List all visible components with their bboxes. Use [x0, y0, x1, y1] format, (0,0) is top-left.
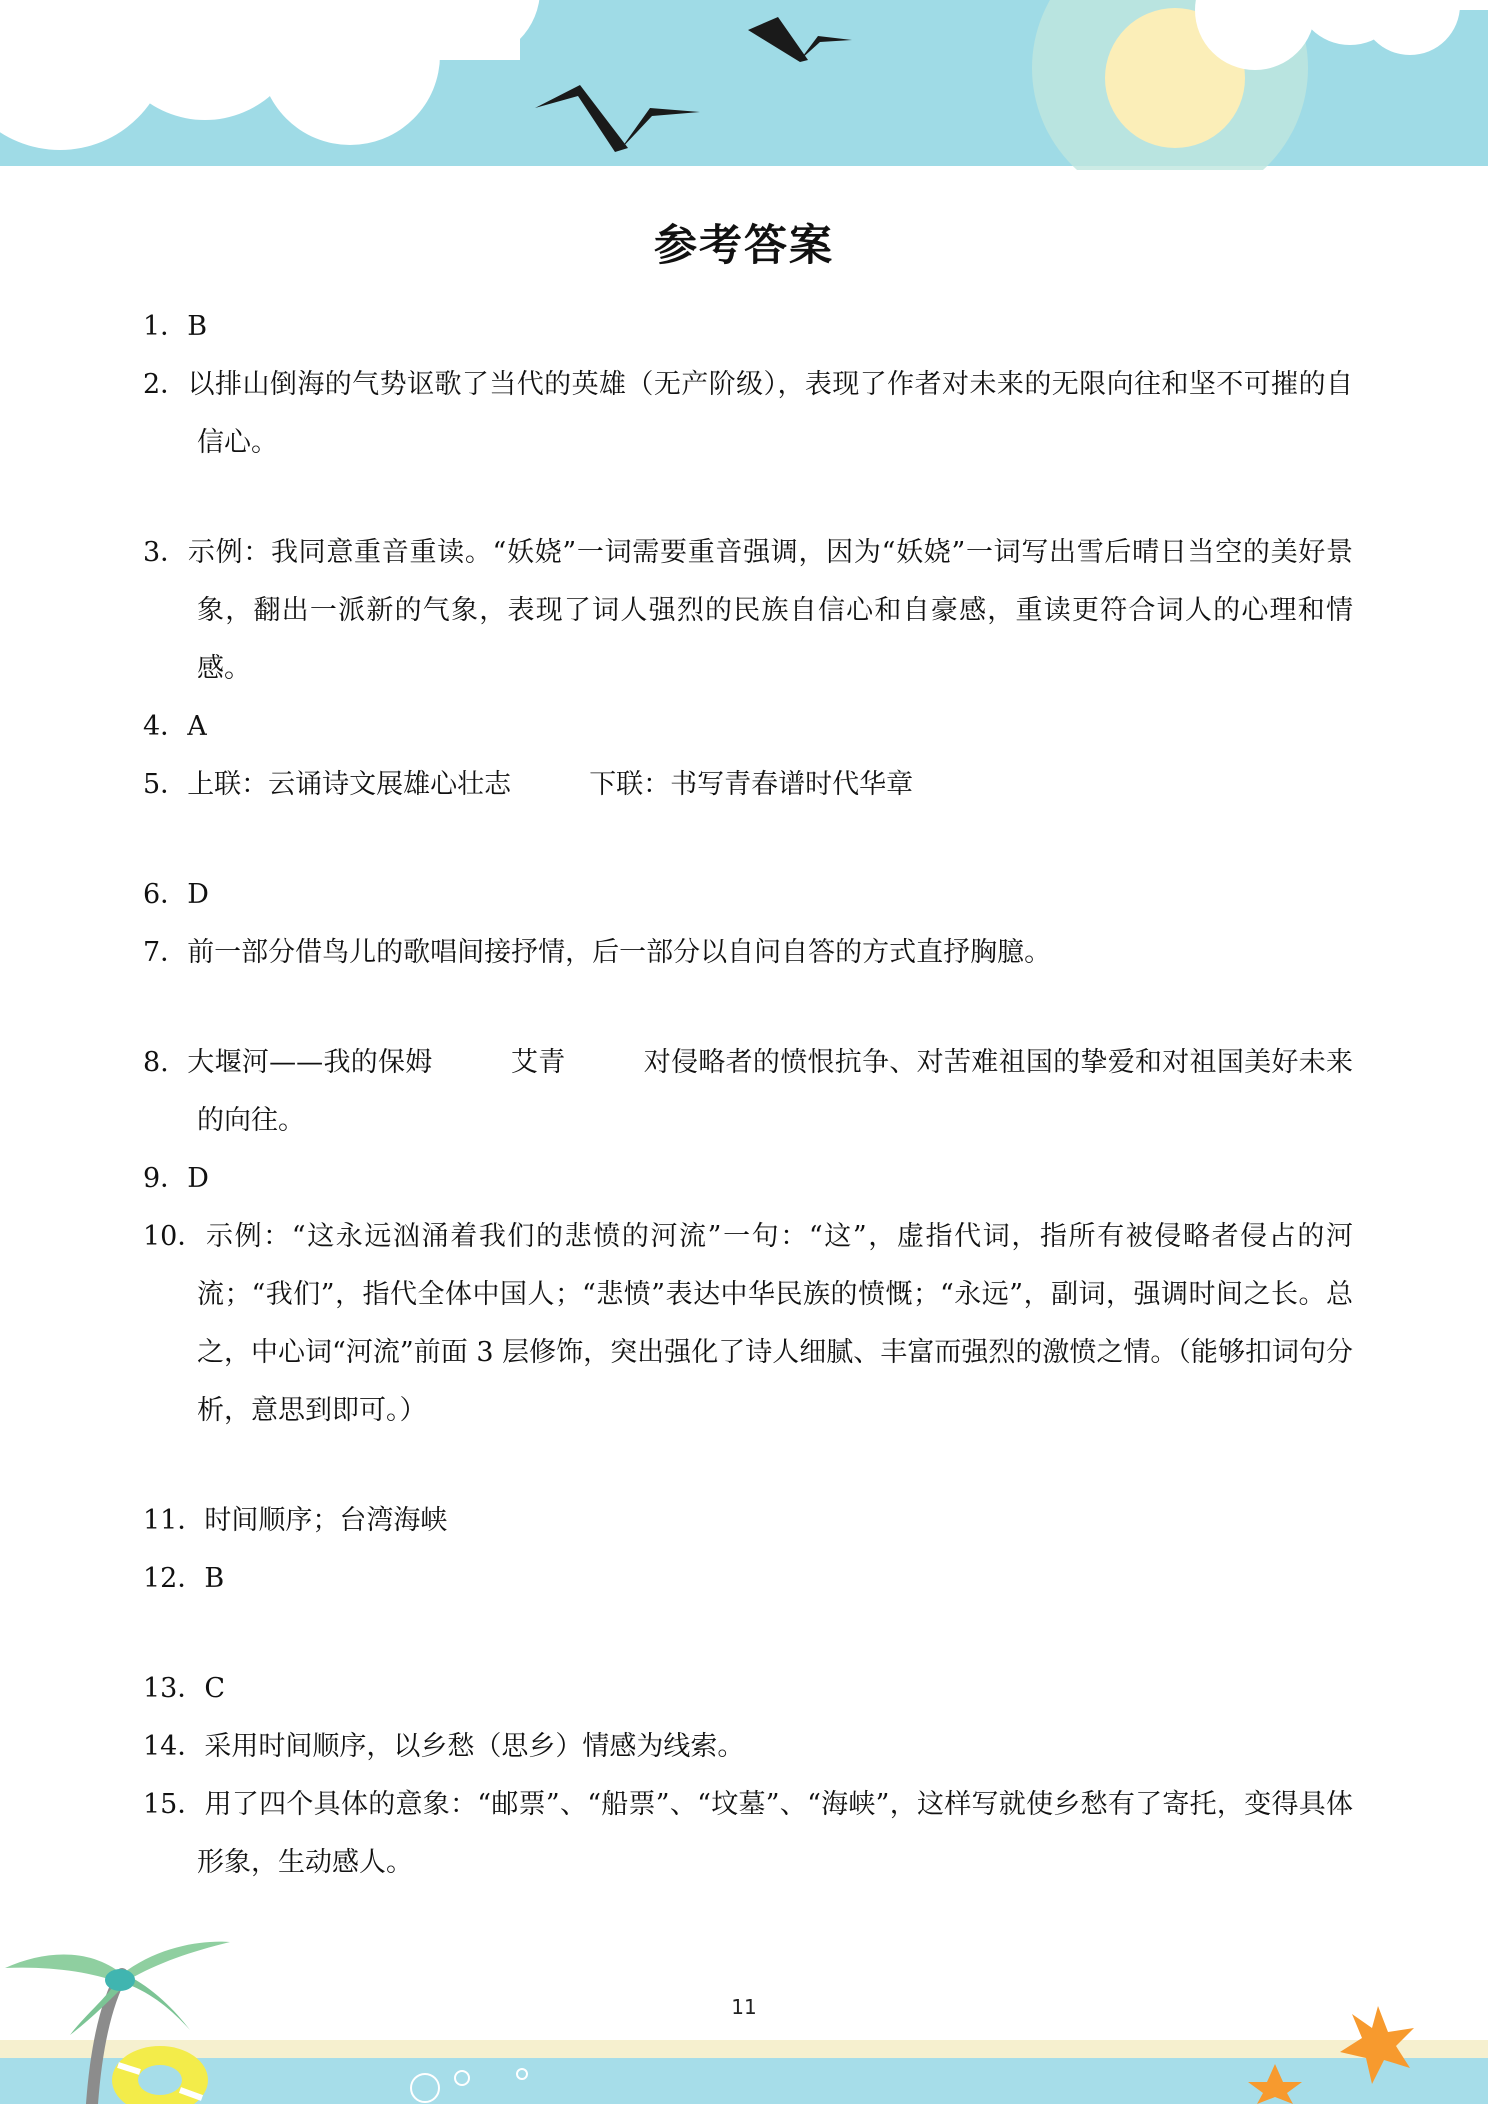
answer-item-7 — [143, 924, 1353, 982]
answer-item-3 — [143, 524, 1353, 698]
poem-theme: 对侵略者的愤恨抗争、对苦难祖国的挚爱和对祖国美好未来的向往。 — [197, 1047, 1354, 1136]
answer-number: 8. — [143, 1047, 169, 1078]
section-gap — [143, 814, 1353, 866]
answer-text: B — [204, 1563, 225, 1594]
section-gap — [143, 472, 1353, 524]
section-gap — [143, 1440, 1353, 1492]
answer-item-2 — [143, 356, 1353, 472]
answer-item-15 — [143, 1776, 1353, 1892]
answer-number: 13． — [143, 1673, 205, 1704]
answer-number: 11． — [143, 1505, 205, 1536]
couplet-upper: 上联：云诵诗文展雄心壮志 — [187, 769, 512, 800]
answer-number: 4． — [143, 711, 188, 742]
answer-text: D — [187, 879, 209, 910]
answer-text: 用了四个具体的意象：“邮票”、“船票”、“坟墓”、“海峡”，这样写就使乡愁有了寄托，变得具体形象，生动感人。 — [197, 1789, 1353, 1878]
answer-item-10 — [143, 1208, 1353, 1440]
answer-item-1 — [143, 298, 1353, 356]
answer-text: A — [187, 711, 207, 742]
answer-text: 示例：我同意重音重读。“妖娆”一词需要重音强调，因为“妖娆”一词写出雪后晴日当空的美好景象，翻出一派新的气象，表现了词人强烈的民族自信心和自豪感，重读更符合词人的心理和情感。 — [187, 537, 1353, 684]
answer-item-5 — [143, 756, 1353, 814]
footer-banner — [0, 1900, 1488, 2104]
answer-item-6 — [143, 866, 1353, 924]
header-banner — [0, 0, 1488, 170]
answer-number: 2． — [143, 369, 188, 400]
answer-item-11 — [143, 1492, 1353, 1550]
answer-number: 7． — [143, 937, 188, 968]
answer-number: 5． — [143, 769, 188, 800]
answer-text: 采用时间顺序，以乡愁（思乡）情感为线索。 — [204, 1731, 745, 1762]
answer-number: 6． — [143, 879, 188, 910]
answer-text: C — [204, 1673, 226, 1704]
answer-item-12 — [143, 1550, 1353, 1608]
answer-item-4 — [143, 698, 1353, 756]
section-gap — [143, 982, 1353, 1034]
poem-author: 艾青 — [510, 1047, 566, 1078]
answer-number: 14． — [143, 1731, 205, 1762]
answer-number: 15． — [143, 1789, 205, 1820]
couplet-lower: 下联：书写青春谱时代华章 — [589, 769, 914, 800]
answer-item-9 — [143, 1150, 1353, 1208]
page-title: 参考答案 — [654, 221, 834, 271]
answer-text: D — [187, 1163, 209, 1194]
answer-text: B — [187, 311, 208, 342]
answer-item-13 — [143, 1660, 1353, 1718]
answer-text: 以排山倒海的气势讴歌了当代的英雄（无产阶级），表现了作者对未来的无限向往和坚不可摧的自信心。 — [187, 369, 1353, 458]
answer-number: 9． — [143, 1163, 188, 1194]
poem-title: 大堰河——我的保姆 — [187, 1047, 433, 1078]
answer-text: 时间顺序；台湾海峡 — [204, 1505, 448, 1536]
answer-text: 前一部分借鸟儿的歌唱间接抒情，后一部分以自问自答的方式直抒胸臆。 — [187, 937, 1052, 968]
answer-text: 示例：“这永远汹涌着我们的悲愤的河流”一句：“这”，虚指代词，指所有被侵略者侵占的河流；“我们”，指代全体中国人；“悲愤”表达中华民族的愤慨；“永远”，副词，强调时间之长。总之，中心词“河流”前面 3 层修饰，突出强化了诗人细腻、丰富而强烈的激愤之情。（能够扣词句分析，意思到即可。） — [197, 1221, 1353, 1426]
answer-number: 12． — [143, 1563, 205, 1594]
answer-item-8 — [143, 1034, 1353, 1150]
answer-list — [143, 298, 1353, 1892]
answer-number: 3． — [143, 537, 188, 568]
answer-number: 10． — [143, 1221, 205, 1252]
section-gap — [143, 1608, 1353, 1660]
answer-number: 1． — [143, 311, 188, 342]
page-number: 11 — [731, 1995, 757, 2019]
answer-item-14 — [143, 1718, 1353, 1776]
